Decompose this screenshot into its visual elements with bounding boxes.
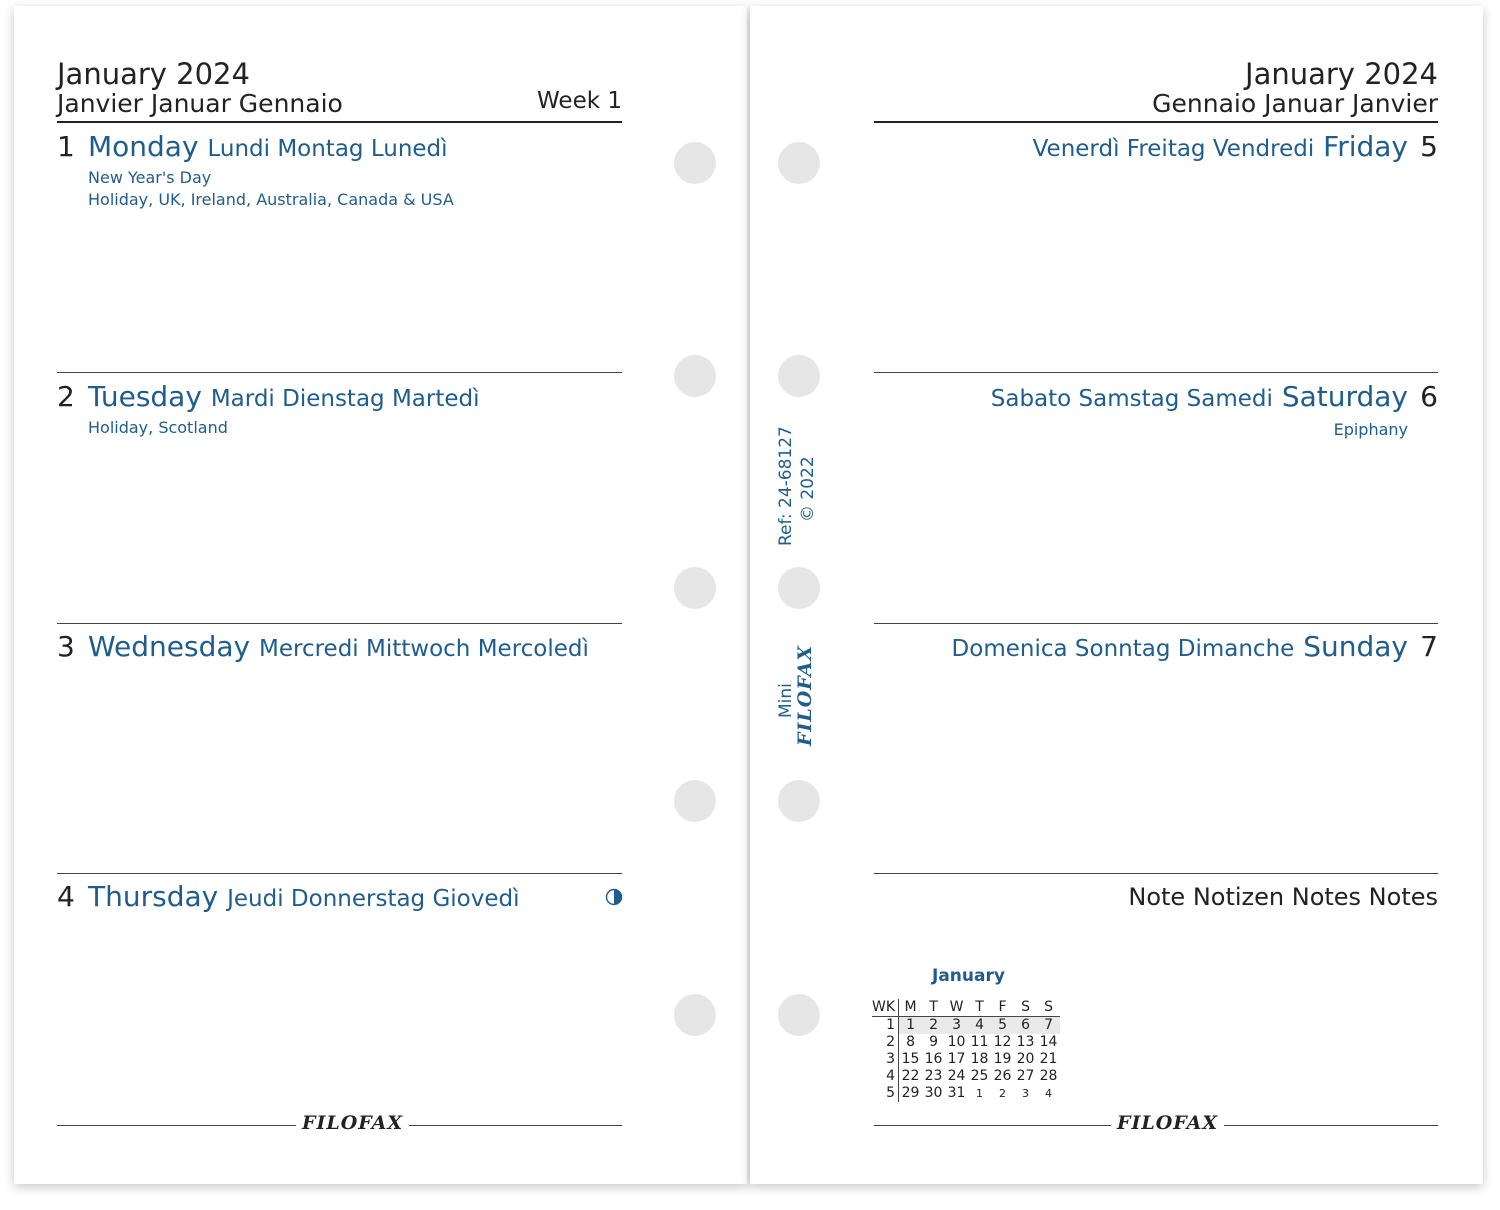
mini-calendar-title: January bbox=[932, 966, 1005, 986]
day-note: New Year's Day bbox=[88, 168, 212, 187]
day-entry-sunday[interactable] bbox=[870, 632, 1438, 692]
day-note: Holiday, UK, Ireland, Australia, Canada & USA bbox=[88, 190, 454, 209]
day-number: 4 bbox=[57, 880, 75, 913]
day-number: 1 bbox=[57, 130, 75, 163]
calendar-day: 12 bbox=[993, 1034, 1012, 1050]
day-number: 3 bbox=[57, 630, 75, 663]
header-day: W bbox=[945, 999, 968, 1017]
calendar-day: 20 bbox=[1016, 1051, 1035, 1067]
day-note: Epiphany bbox=[1333, 420, 1408, 439]
calendar-day: 8 bbox=[906, 1034, 915, 1050]
day-name: Sabato Samstag Samedi Saturday bbox=[990, 380, 1408, 413]
ring-hole bbox=[778, 780, 820, 822]
filofax-logo: FILOFAX bbox=[296, 1112, 409, 1134]
day-number: 5 bbox=[1420, 130, 1438, 163]
calendar-day: 1 bbox=[976, 1087, 984, 1100]
calendar-day: 16 bbox=[924, 1051, 943, 1067]
calendar-day: 9 bbox=[929, 1034, 938, 1050]
ring-hole bbox=[674, 567, 716, 609]
ring-hole bbox=[674, 994, 716, 1036]
week-number: 5 bbox=[872, 1085, 899, 1102]
calendar-day: 14 bbox=[1039, 1034, 1058, 1050]
left-page bbox=[14, 6, 747, 1184]
header-day: T bbox=[968, 999, 991, 1017]
calendar-day: 31 bbox=[947, 1085, 966, 1101]
calendar-day: 26 bbox=[993, 1068, 1012, 1084]
calendar-week-row bbox=[872, 1017, 1060, 1035]
calendar-day: 28 bbox=[1039, 1068, 1058, 1084]
calendar-day: 22 bbox=[901, 1068, 920, 1084]
left-month-subtitle: Janvier Januar Gennaio bbox=[57, 89, 343, 118]
header-day: T bbox=[922, 999, 945, 1017]
calendar-day: 27 bbox=[1016, 1068, 1035, 1084]
calendar-week-row bbox=[872, 1085, 1060, 1102]
day-entry-saturday[interactable] bbox=[870, 382, 1438, 442]
header-rule bbox=[57, 121, 622, 123]
day-number: 2 bbox=[57, 380, 75, 413]
right-month-subtitle: Gennaio Januar Janvier bbox=[1152, 89, 1438, 118]
calendar-day: 4 bbox=[1045, 1087, 1053, 1100]
ring-hole bbox=[674, 355, 716, 397]
calendar-week-row bbox=[872, 1034, 1060, 1051]
ring-hole bbox=[674, 142, 716, 184]
copyright-notice: © 2022 bbox=[798, 456, 818, 522]
mini-calendar bbox=[872, 966, 1072, 1106]
size-label: Mini bbox=[776, 683, 796, 718]
ring-hole bbox=[778, 567, 820, 609]
week-label: Week 1 bbox=[537, 88, 622, 114]
week-number: 3 bbox=[872, 1051, 899, 1068]
day-divider bbox=[57, 372, 622, 373]
calendar-day: 3 bbox=[1022, 1087, 1030, 1100]
notes-heading: Note Notizen Notes Notes bbox=[1128, 883, 1438, 911]
day-name: Tuesday Mardi Dienstag Martedì bbox=[88, 380, 480, 413]
calendar-day: 2 bbox=[999, 1087, 1007, 1100]
day-entry-friday[interactable] bbox=[870, 132, 1438, 192]
calendar-day: 21 bbox=[1039, 1051, 1058, 1067]
calendar-day: 25 bbox=[970, 1068, 989, 1084]
day-divider bbox=[874, 623, 1438, 624]
week-number: 2 bbox=[872, 1034, 899, 1051]
calendar-day: 1 bbox=[899, 1017, 923, 1035]
header-day: S bbox=[1037, 999, 1060, 1017]
right-month-title: January 2024 bbox=[1245, 57, 1438, 91]
half-moon-icon bbox=[605, 888, 623, 906]
calendar-day: 15 bbox=[901, 1051, 920, 1067]
calendar-day: 4 bbox=[968, 1017, 991, 1035]
calendar-week-row bbox=[872, 1068, 1060, 1085]
day-divider bbox=[874, 873, 1438, 874]
calendar-day: 17 bbox=[947, 1051, 966, 1067]
ring-hole bbox=[778, 142, 820, 184]
calendar-week-row bbox=[872, 1051, 1060, 1068]
day-number: 6 bbox=[1420, 380, 1438, 413]
left-month-title: January 2024 bbox=[57, 57, 250, 91]
spine-filofax-logo: FILOFAX bbox=[794, 644, 816, 746]
calendar-day: 7 bbox=[1037, 1017, 1060, 1035]
day-name: Wednesday Mercredi Mittwoch Mercoledì bbox=[88, 630, 589, 663]
week-number: 1 bbox=[872, 1017, 899, 1035]
day-name: Domenica Sonntag Dimanche Sunday bbox=[951, 630, 1408, 663]
calendar-day: 30 bbox=[924, 1085, 943, 1101]
right-page bbox=[750, 6, 1483, 1184]
calendar-day: 23 bbox=[924, 1068, 943, 1084]
ring-hole bbox=[778, 355, 820, 397]
filofax-logo: FILOFAX bbox=[1111, 1112, 1224, 1134]
calendar-day: 24 bbox=[947, 1068, 966, 1084]
day-name: Venerdì Freitag Vendredi Friday bbox=[1032, 130, 1408, 163]
calendar-day: 11 bbox=[970, 1034, 989, 1050]
calendar-day: 5 bbox=[991, 1017, 1014, 1035]
calendar-day: 13 bbox=[1016, 1034, 1035, 1050]
calendar-day: 29 bbox=[901, 1085, 920, 1101]
ref-code: Ref: 24-68127 bbox=[776, 426, 796, 546]
calendar-day: 19 bbox=[993, 1051, 1012, 1067]
week-number: 4 bbox=[872, 1068, 899, 1085]
calendar-day: 10 bbox=[947, 1034, 966, 1050]
day-number: 7 bbox=[1420, 630, 1438, 663]
calendar-day: 3 bbox=[945, 1017, 968, 1035]
ring-hole bbox=[674, 780, 716, 822]
calendar-day: 18 bbox=[970, 1051, 989, 1067]
calendar-day: 2 bbox=[922, 1017, 945, 1035]
header-rule bbox=[874, 121, 1438, 123]
mini-calendar-grid bbox=[872, 999, 1060, 1102]
day-name: Thursday Jeudi Donnerstag Giovedì bbox=[88, 880, 520, 913]
day-name: Monday Lundi Montag Lunedì bbox=[88, 130, 448, 163]
day-divider bbox=[57, 873, 622, 874]
header-day: M bbox=[899, 999, 923, 1017]
header-week: WK bbox=[872, 999, 899, 1017]
day-divider bbox=[57, 623, 622, 624]
day-note: Holiday, Scotland bbox=[88, 418, 228, 437]
calendar-day: 6 bbox=[1014, 1017, 1037, 1035]
ring-hole bbox=[778, 994, 820, 1036]
header-day: F bbox=[991, 999, 1014, 1017]
header-day: S bbox=[1014, 999, 1037, 1017]
day-divider bbox=[874, 372, 1438, 373]
